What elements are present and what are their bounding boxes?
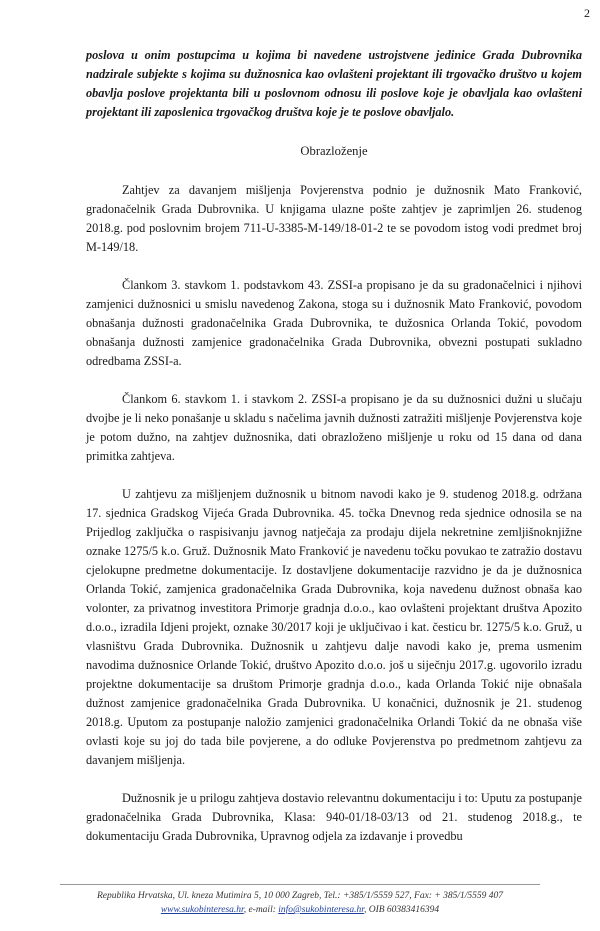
paragraph-4: U zahtjevu za mišljenjem dužnosnik u bitnom navodi kako je 9. studenog 2018.g. održana 17. sjednica Gradskog Vijeća Grada Dubrovnika. 45. točka Dnevnog reda sjednice odnosila se na Prijedlog zaključka o raspisivanju javnog natječaja za prodaju dijela nekretnine zemljišnoknjižne oznake 1275/5 k.o. Gruž. Dužnosnik Mato Franković je navedenu točku povukao te zatražio dostavu cjelokupne predmetne dokumentacije. Iz dostavljene dokumentacije razvidno je da je dužnosnica Orlanda Tokić, zamjenica gradonačelnika Grada Dubrovnika, koja navedenu dužnost obnaša kao volonter, za privatnog investitora Primorje gradnja d.o.o., kao ovlašteni projektant društva Apozito d.o.o., izradila Idjeni projekt, oznake 30/2017 koji je uključivao i kat. česticu br. 1275/5 k.o. Gruž, u vlasništvu Grada Dubrovnika. Dužnosnik u zahtjevu dalje navodi kako je, prema usmenim navodima dužnosnice Orlande Tokić, društvo Apozito d.o.o. još u siječnju 2017.g. ugovorilo izradu projektne dokumentacije sa društom Primorje gradnja d.o.o., kada Orlanda Tokić nije obnašala dužnost zamjenice gradonačelnika Grada Dubrovnika. U konačnici, dužnosnik je 21. studenog 2018.g. Uputom za postupanje naložio zamjenici gradonačelnika Orlandi Tokić da ne obnaša više ovlasti koje su joj do tada bile povjerene, a do odluke Povjerenstva po predmetnom zahtjevu za davanjem mišljenja.	[86, 487, 582, 767]
document-body	[86, 46, 582, 865]
paragraph-1: Zahtjev za davanjem mišljenja Povjerenstva podnio je dužnosnik Mato Franković, gradonačelnik Grada Dubrovnika. U knjigama ulazne pošte zahtjev je zaprimljen 26. studenog 2018.g. pod poslovnim brojem 711-U-3385-M-149/18-01-2 te se povodom istog vodi predmet broj M-149/18.	[86, 183, 582, 254]
paragraph-3: Člankom 6. stavkom 1. i stavkom 2. ZSSI-a propisano je da su dužnosnici dužni u slučaju dvojbe je li neko ponašanje u skladu s načelima javnih dužnosti zatražiti mišljenje Povjerenstva koje je potom dužno, na zahtjev dužnosnika, dati obrazloženo mišljenje u roku od 15 dana od dana primitka zahtjeva.	[86, 392, 582, 463]
paragraph-2: Člankom 3. stavkom 1. podstavkom 43. ZSSI-a propisano je da su gradonačelnici i njihovi zamjenici dužnosnici u smislu navedenog Zakona, stoga su i dužnosnik Mato Franković, povodom obnašanja dužnosti gradonačelnika Grada Dubrovnika, te dužosnica Orlanda Tokić, povodom obnašanja dužnosti zamjenice gradonačelnika Grada Dubrovnika, obvezni postupati sukladno odredbama ZSSI-a.	[86, 278, 582, 368]
website-link[interactable]: www.sukobinteresa.hr	[160, 905, 244, 915]
footer-contacts	[0, 903, 600, 917]
paragraph-5: Dužnosnik je u prilogu zahtjeva dostavio relevantnu dokumentaciju i to: Uputu za postupanje gradonačelnika Grada Dubrovnika, Klasa: 940-01/18-03/13 od 21. studenog 2018.g., te dokumentaciju Grada Dubrovnika, Upravnog odjela za izdavanje i provedbu	[86, 791, 582, 843]
oib-text: , OIB 60383416394	[363, 905, 440, 915]
email-label: , e-mail:	[243, 905, 276, 915]
footer	[0, 889, 600, 917]
footer-divider	[60, 884, 540, 885]
page-number: 2	[584, 6, 590, 20]
intro-paragraph: poslova u onim postupcima u kojima bi navedene ustrojstvene jedinice Grada Dubrovnika nadzirale subjekte s kojima su dužnosnica kao ovlašteni projektant ili trgovačko društvo u kojem obavlja poslove projektanta bili u poslovnom odnosu ili poslove koje je obavljala kao ovlašteni projektant ili zaposlenica trgovačkog društva koje je te poslove obavljalo.	[86, 48, 582, 119]
email-link[interactable]: info@sukobinteresa.hr	[278, 905, 364, 915]
section-heading: Obrazloženje	[300, 144, 368, 158]
footer-address: Republika Hrvatska, Ul. kneza Mutimira 5, 10 000 Zagreb, Tel.: +385/1/5559 527, Fax: + 385/1/5559 407	[96, 891, 504, 901]
